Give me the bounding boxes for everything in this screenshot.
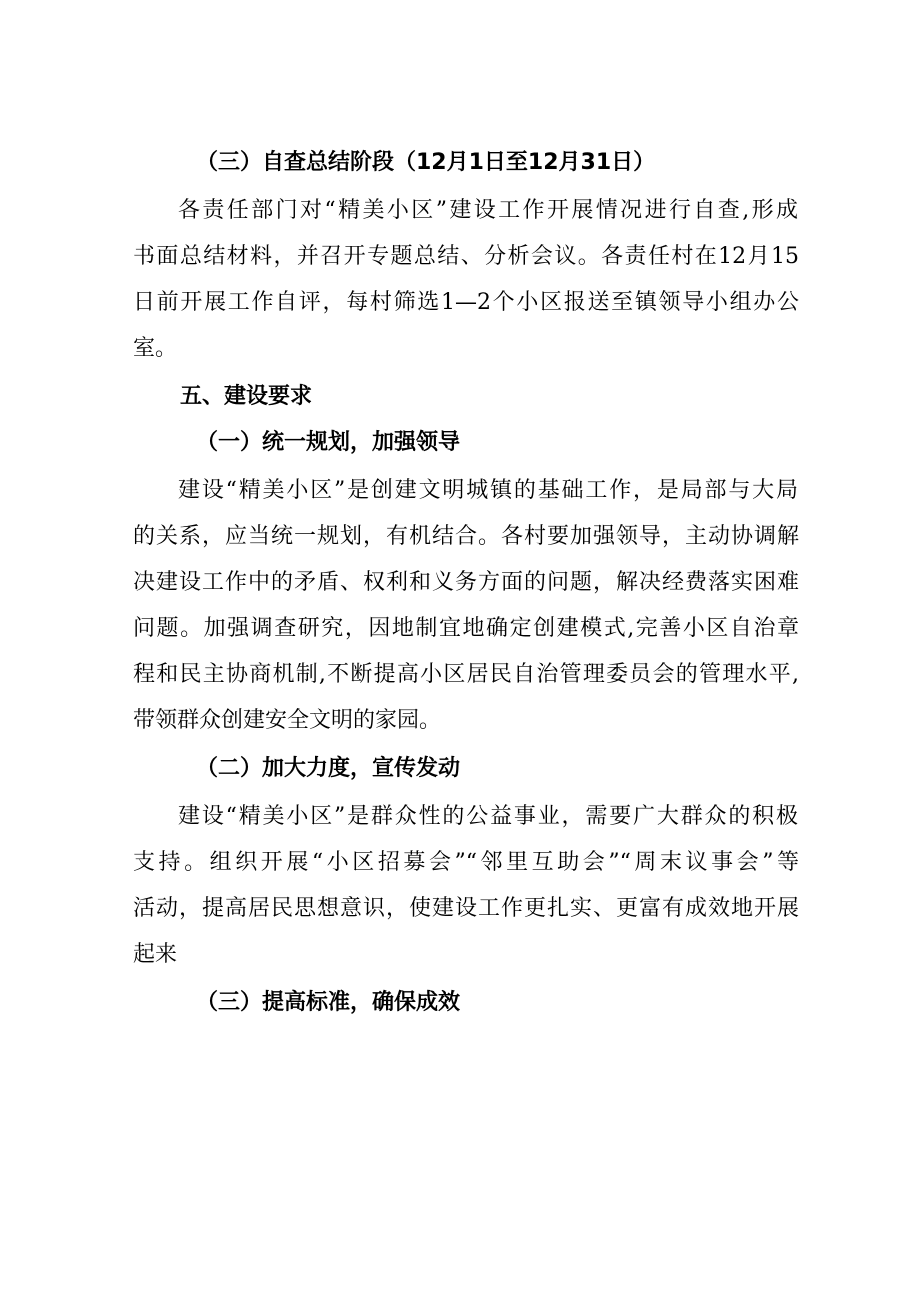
paragraph-line: 建设“精美小区”是群众性的公益事业，需要广大群众的积极 xyxy=(178,804,798,829)
paragraph-line: 的关系，应当统一规划，有机结合。各村要加强领导，主动协调解 xyxy=(133,524,799,549)
paragraph-line: 日前开展工作自评，每村筛选1—2个小区报送至镇领导小组办公 xyxy=(133,290,799,315)
paragraph-line: 书面总结材料，并召开专题总结、分析会议。各责任村在12月15 xyxy=(133,244,799,269)
paragraph-line: 程和民主协商机制,不断提高小区居民自治管理委员会的管理水平, xyxy=(133,662,799,687)
subsection-heading-planning: （一）统一规划，加强领导 xyxy=(196,430,461,455)
paragraph-line: 各责任部门对“精美小区”建设工作开展情况进行自查,形成 xyxy=(178,198,798,223)
paragraph-line: 起来 xyxy=(133,942,178,967)
subsection-heading-publicity: （二）加大力度，宣传发动 xyxy=(196,756,461,781)
paragraph-line: 问题。加强调查研究，因地制宜地确定创建模式,完善小区自治章 xyxy=(133,616,799,641)
paragraph-line: 带领群众创建安全文明的家园。 xyxy=(133,708,442,733)
subsection-heading-standards: （三）提高标准，确保成效 xyxy=(196,990,461,1015)
paragraph-line: 决建设工作中的矛盾、权利和义务方面的问题，解决经费落实困难 xyxy=(133,570,799,595)
chapter-heading-requirements: 五、建设要求 xyxy=(180,384,313,409)
paragraph-line: 活动，提高居民思想意识，使建设工作更扎实、更富有成效地开展 xyxy=(133,896,799,921)
paragraph-line: 支持。组织开展“小区招募会”“邻里互助会”“周末议事会”等 xyxy=(133,850,799,875)
paragraph-line: 建设“精美小区”是创建文明城镇的基础工作，是局部与大局 xyxy=(178,478,798,503)
section-heading-self-check-stage: （三）自查总结阶段（12月1日至12月31日） xyxy=(196,150,656,175)
paragraph-line: 室。 xyxy=(133,336,178,361)
